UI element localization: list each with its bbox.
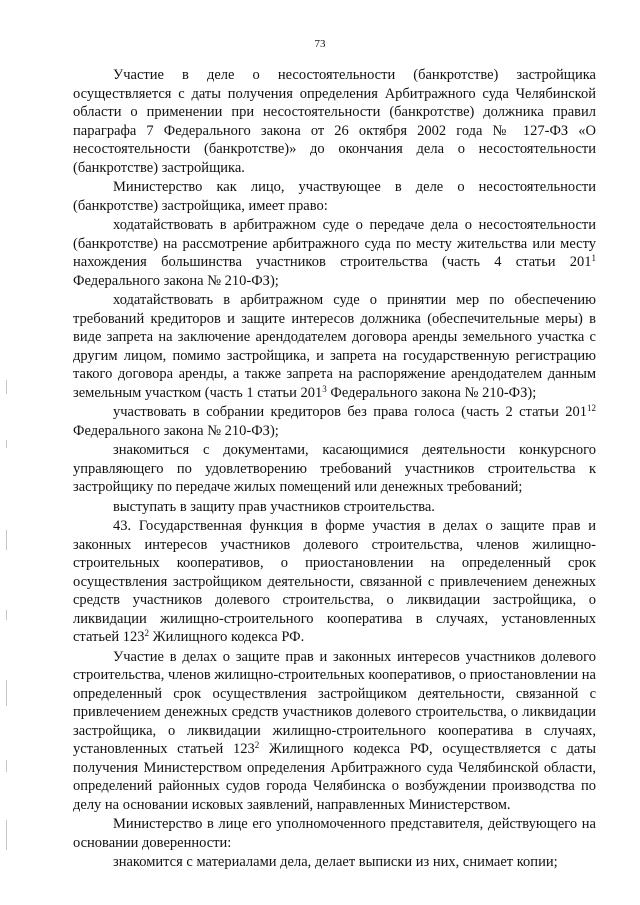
footnote-superscript: 1 [591, 253, 596, 263]
paragraph-p8 [73, 517, 596, 647]
paragraph-p1 [73, 66, 596, 177]
paragraph-text: Участие в деле о несостоятельности (банкротстве) застройщика осуществляется с даты получения определения Арбитражного суда Челябинской области о применении при несостоятельности (банкротстве) должника правил параграфа 7 Федерального закона от 26 октября 2002 года № 127-ФЗ «О несостоятельности (банкротстве)» до окончания дела о несостоятельности (банкротстве) застройщика. [73, 67, 596, 176]
paragraph-text: Участие в делах о защите прав и законных интересов участников долевого строительства, членов жилищно-строительных кооперативов, о приостановлении на определенный срок осуществления застройщиком деятельности, связанной с привлечением денежных средств участников долевого строительства, о ликвидации застройщика, о ликвидации жилищно-строительного кооператива в случаях, установленных статьей 123 [73, 648, 596, 757]
paragraph-text: знакомиться с документами, касающимися деятельности конкурсного управляющего по удовлетворению требований участников строительства к застройщику по передаче жилых помещений или денежных требований; [73, 442, 596, 495]
paragraph-p6 [73, 441, 596, 497]
paragraph-text: ходатайствовать в арбитражном суде о принятии мер по обеспечению требований кредиторов и защите интересов должника (обеспечительные меры) в виде запрета на заключение арендодателем договора аренды земельного участка с другим лицом, помимо застройщика, и запрета на государственную регистрацию такого договора аренды, а также запрета на распоряжение арендодателем данным земельным участком (часть 1 статьи 201 [73, 292, 596, 401]
paragraph-text: Министерство в лице его уполномоченного представителя, действующего на основании доверенности: [73, 816, 596, 851]
footnote-superscript: 2 [254, 740, 260, 750]
paragraph-p3 [73, 216, 596, 290]
paragraph-text: Жилищного кодекса РФ. [149, 629, 305, 645]
paragraph-text: знакомится с материалами дела, делает выписки из них, снимает копии; [113, 854, 558, 870]
paragraph-p2 [73, 178, 596, 215]
paragraph-text: ходатайствовать в арбитражном суде о передаче дела о несостоятельности (банкротстве) на рассмотрение арбитражного суда по месту жительства или месту нахождения большинства участников строительства (часть 4 статьи 201 [73, 217, 596, 270]
paragraph-text: участвовать в собрании кредиторов без права голоса (часть 2 статьи 201 [113, 404, 587, 420]
page-number: 73 [314, 38, 326, 50]
paragraph-text: Федерального закона № 210-ФЗ); [73, 272, 279, 289]
paragraph-text: Федерального закона № 210-ФЗ); [73, 422, 279, 439]
paragraph-text: выступать в защиту прав участников строительства. [113, 498, 435, 515]
paragraph-text: 43. Государственная функция в форме участия в делах о защите прав и законных интересов участников долевого строительства, членов жилищно-строительных кооперативов, о приостановлении на определенный срок осуществления застройщиком деятельности, связанной с привлечением денежных средств участников долевого строительства, о ликвидации застройщика, о ликвидации жилищно-строительного кооператива в случаях, установленных статьей 123 [73, 518, 596, 645]
paragraph-p10 [73, 815, 596, 852]
footnote-superscript: 2 [144, 628, 150, 638]
paragraph-p9 [73, 648, 596, 815]
paragraph-text: Федерального закона № 210-ФЗ); [326, 384, 537, 401]
document-body [73, 66, 596, 872]
paragraph-p4 [73, 291, 596, 402]
footnote-superscript: 3 [322, 383, 327, 394]
paragraph-p5 [73, 403, 596, 440]
footnote-superscript: 12 [587, 403, 596, 413]
paragraph-p11 [73, 853, 596, 872]
paragraph-text: Жилищного кодекса РФ, осуществляется с даты получения Министерством определения Арбитражного суда Челябинской области, определений районных судов города Челябинска о возбуждении производства по делу на основании исковых заявлений, направленных Министерством. [73, 741, 597, 813]
scan-margin-marks [4, 380, 10, 880]
paragraph-text: Министерство как лицо, участвующее в деле о несостоятельности (банкротстве) застройщика, имеет право: [73, 179, 596, 214]
paragraph-p7 [73, 498, 596, 517]
